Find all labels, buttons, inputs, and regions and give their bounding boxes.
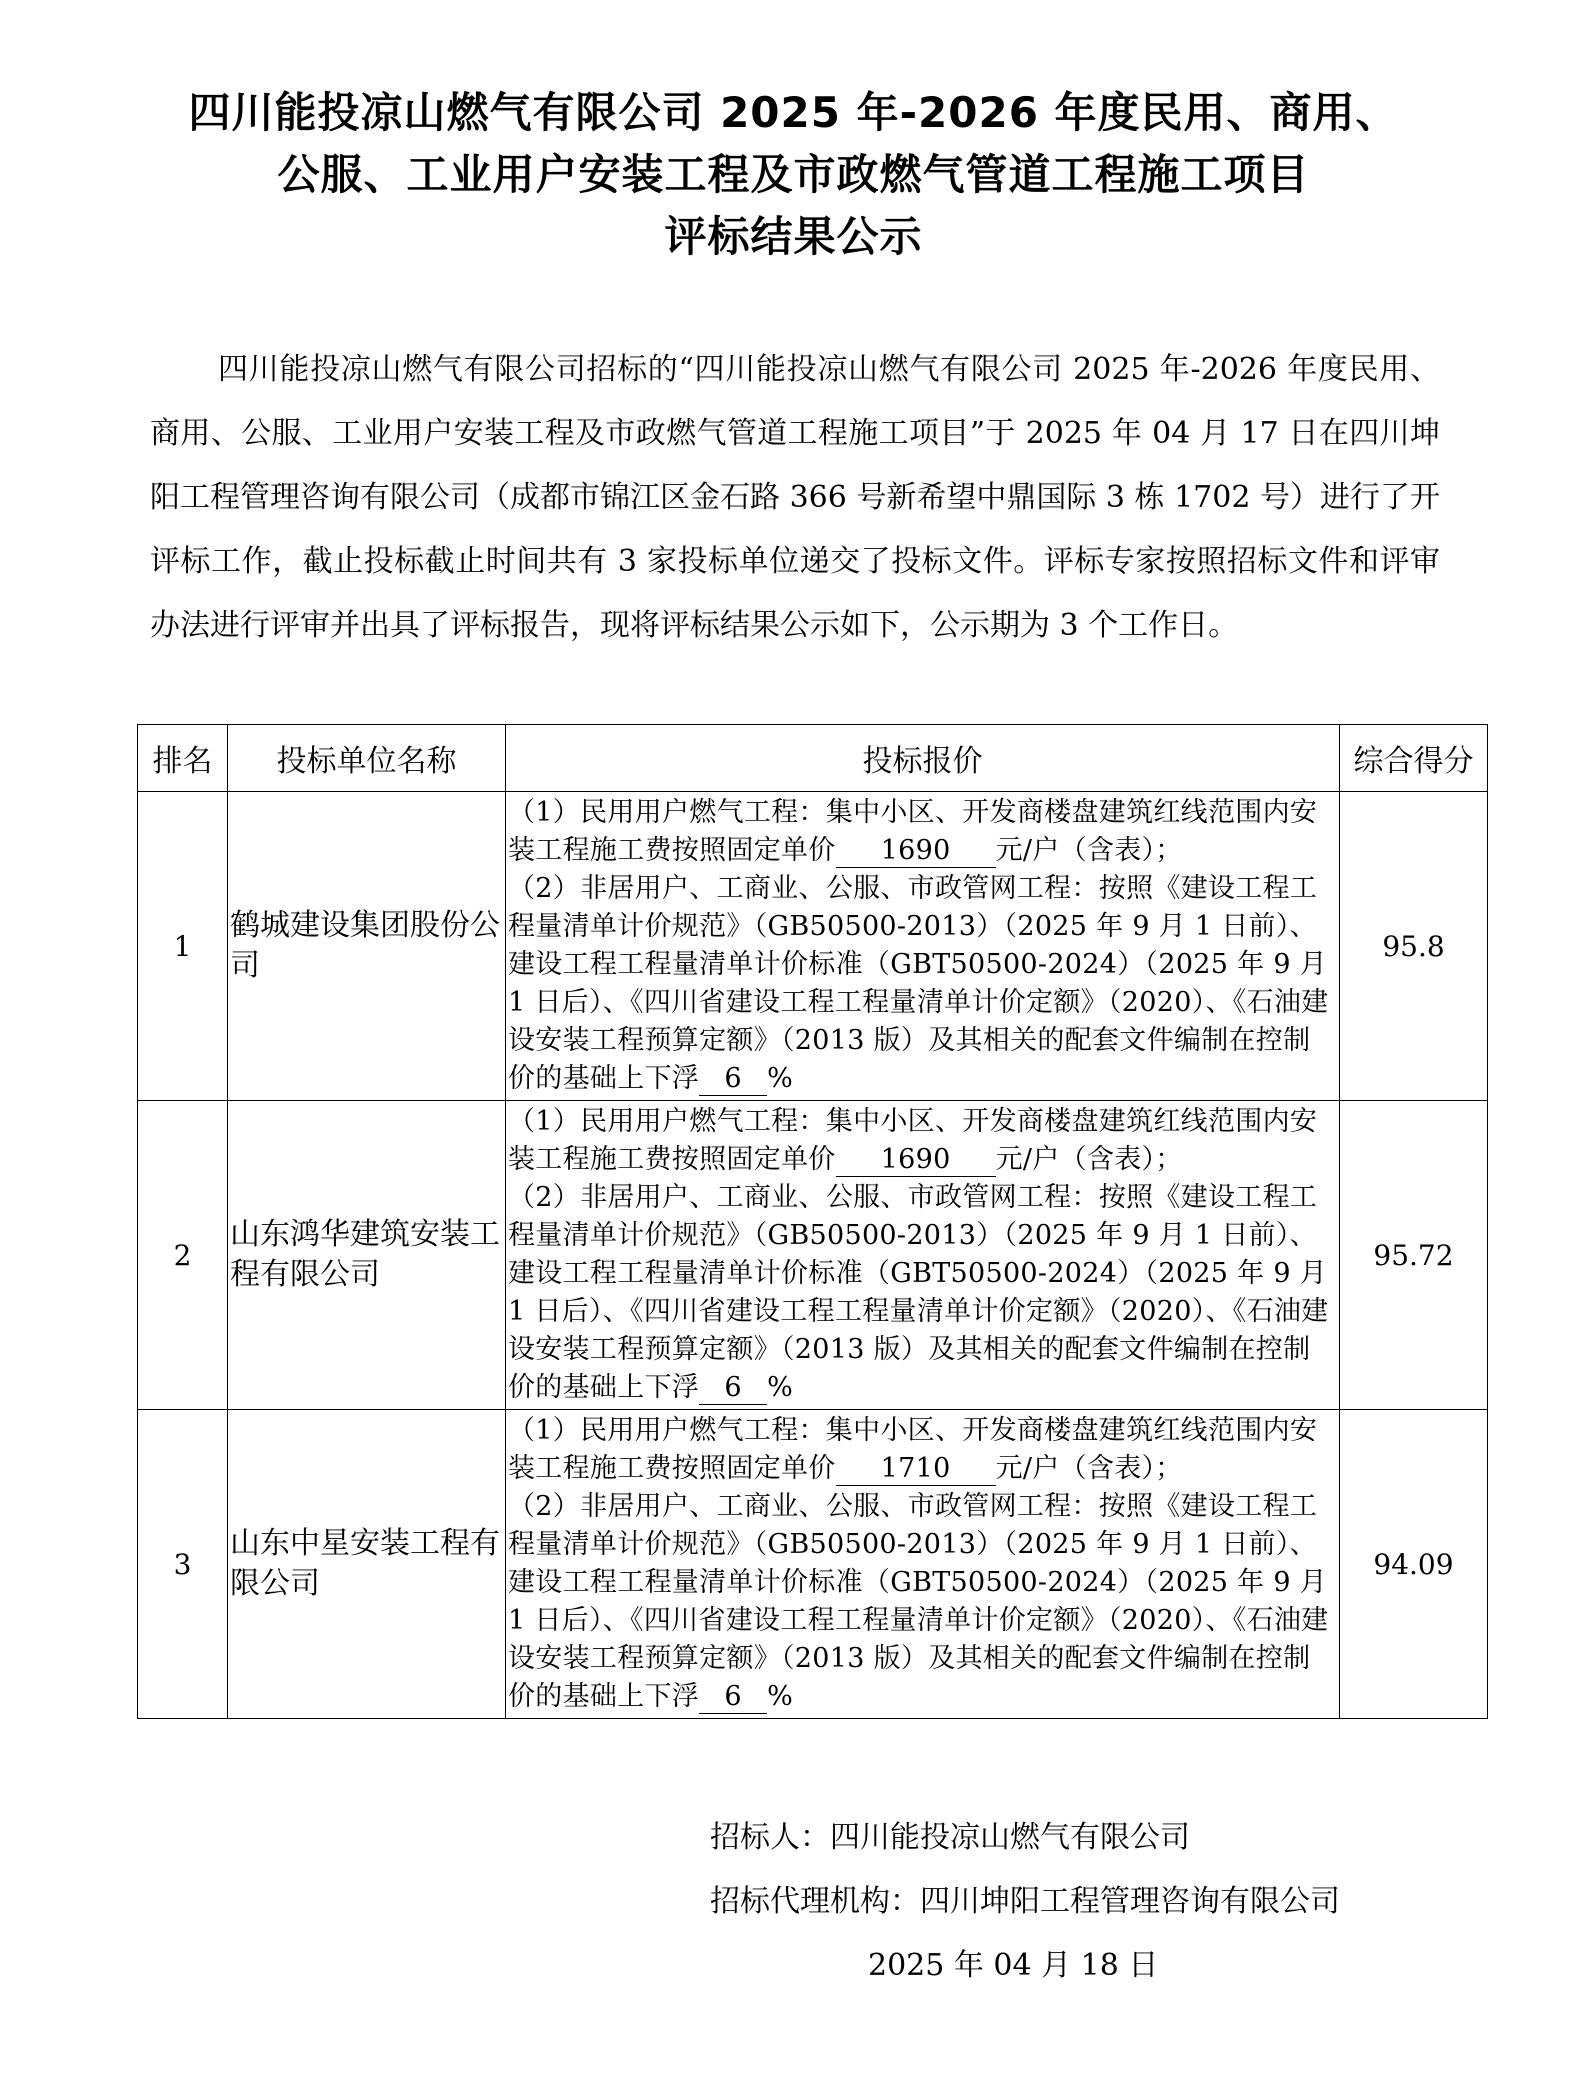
title-line-3: 评标结果公示 (664, 212, 923, 261)
bidder-name-cell: 山东中星安装工程有限公司 (228, 1410, 506, 1719)
header-bidder-name: 投标单位名称 (228, 725, 506, 792)
bid-price-cell: （1）民用用户燃气工程：集中小区、开发商楼盘建筑红线范围内安装工程施工费按照固定单价 1690 元/户（含表）； （2）非居用户、工商业、公服、市政管网工程：按照《建设工程工程量清单计价规范》（GB50500-2013）（2025 年 9 月 1 日前）、建设工程工程量清单计价标准（GBT50500-2024）（2025 年 9 月 1 日后）、《四川省建设工程工程量清单计价定额》（2020）、《石油建设安装工程预算定额》（2013 版）及其相关的配套文件编制在控制价的基础上下浮 6 % (506, 792, 1340, 1101)
bidder-name-cell: 鹤城建设集团股份公司 (228, 792, 506, 1101)
tenderer-line: 招标人：四川能投凉山燃气有限公司 (710, 1820, 1190, 1855)
rank-cell: 2 (138, 1101, 228, 1410)
bid-price-cell: （1）民用用户燃气工程：集中小区、开发商楼盘建筑红线范围内安装工程施工费按照固定单价 1690 元/户（含表）； （2）非居用户、工商业、公服、市政管网工程：按照《建设工程工程量清单计价规范》（GB50500-2013）（2025 年 9 月 1 日前）、建设工程工程量清单计价标准（GBT50500-2024）（2025 年 9 月 1 日后）、《四川省建设工程工程量清单计价定额》（2020）、《石油建设安装工程预算定额》（2013 版）及其相关的配套文件编制在控制价的基础上下浮 6 % (506, 1101, 1340, 1410)
title-line-1: 四川能投凉山燃气有限公司 2025 年-2026 年度民用、商用、 (188, 88, 1399, 137)
float-percent-value: 6 (699, 1063, 767, 1096)
score-cell: 95.72 (1340, 1101, 1488, 1410)
unit-price-value: 1690 (836, 1144, 996, 1177)
header-score: 综合得分 (1340, 725, 1488, 792)
table-row (138, 792, 1488, 1101)
score-cell: 95.8 (1340, 792, 1488, 1101)
table-row (138, 1101, 1488, 1410)
rank-cell: 1 (138, 792, 228, 1101)
table-row (138, 1410, 1488, 1719)
rank-cell: 3 (138, 1410, 228, 1719)
header-bid-price: 投标报价 (506, 725, 1340, 792)
intro-section (150, 338, 1440, 658)
intro-paragraph: 四川能投凉山燃气有限公司招标的“四川能投凉山燃气有限公司 2025 年-2026 年度民用、商用、公服、工业用户安装工程及市政燃气管道工程施工项目”于 2025 年 04 月 17 日在四川坤阳工程管理咨询有限公司（成都市锦江区金石路 366 号新希望中鼎国际 3 栋 1702 号）进行了开评标工作，截止投标截止时间共有 3 家投标单位递交了投标文件。评标专家按照招标文件和评审办法进行评审并出具了评标报告，现将评标结果公示如下，公示期为 3 个工作日。 (150, 352, 1440, 643)
unit-price-value: 1710 (836, 1453, 996, 1486)
bidder-name-cell: 山东鸿华建筑安装工程有限公司 (228, 1101, 506, 1410)
title-line-2: 公服、工业用户安装工程及市政燃气管道工程施工项目 (277, 150, 1310, 199)
unit-price-value: 1690 (836, 835, 996, 868)
score-cell: 94.09 (1340, 1410, 1488, 1719)
bid-result-table (137, 724, 1488, 1719)
table-header-row (138, 725, 1488, 792)
bid-price-cell: （1）民用用户燃气工程：集中小区、开发商楼盘建筑红线范围内安装工程施工费按照固定单价 1710 元/户（含表）； （2）非居用户、工商业、公服、市政管网工程：按照《建设工程工程量清单计价规范》（GB50500-2013）（2025 年 9 月 1 日前）、建设工程工程量清单计价标准（GBT50500-2024）（2025 年 9 月 1 日后）、《四川省建设工程工程量清单计价定额》（2020）、《石油建设安装工程预算定额》（2013 版）及其相关的配套文件编制在控制价的基础上下浮 6 % (506, 1410, 1340, 1719)
agency-line: 招标代理机构：四川坤阳工程管理咨询有限公司 (710, 1884, 1340, 1919)
document-title (0, 82, 1587, 268)
announcement-date: 2025 年 04 月 18 日 (868, 1948, 1159, 1983)
float-percent-value: 6 (699, 1372, 767, 1405)
float-percent-value: 6 (699, 1681, 767, 1714)
header-rank: 排名 (138, 725, 228, 792)
